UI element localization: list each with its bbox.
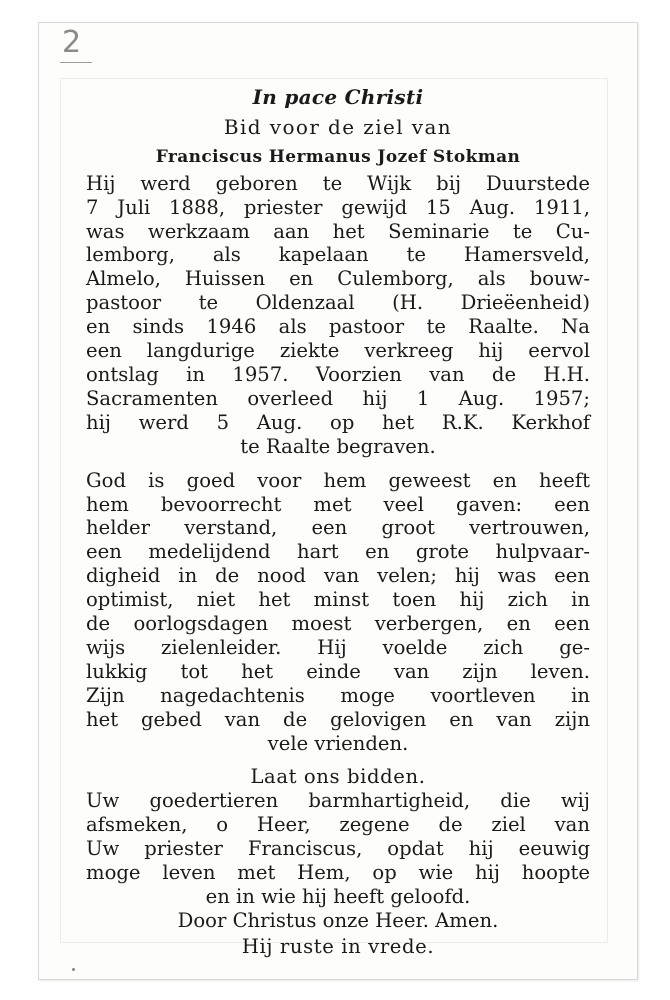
card-text [86, 80, 590, 959]
speck [72, 968, 75, 971]
tribute-line: het gebed van de gelovigen en van zijn [86, 707, 590, 731]
tribute-line: de oorlogsdagen moest verbergen, en een [86, 612, 590, 636]
biography-line: ontslag in 1957. Voorzien van de H.H. [86, 362, 590, 386]
tribute-line: Zijn nagedachtenis moge voortleven in [86, 683, 590, 707]
biography-line: Almelo, Huissen en Culemborg, als bouw- [86, 267, 590, 291]
biography-line: Sacramenten overleed hij 1 Aug. 1957; [86, 386, 590, 410]
deceased-name: Franciscus Hermanus Jozef Stokman [155, 146, 521, 167]
heading: In pace Christi [252, 85, 424, 109]
tribute-line: digheid in de nood van velen; hij was een [86, 564, 590, 588]
prayer-title: Laat ons bidden. [250, 765, 426, 789]
prayer-line: afsmeken, o Heer, zegene de ziel van [86, 813, 590, 837]
tribute-line: helder verstand, een groot vertrouwen, [86, 516, 590, 540]
prayer-line: moge leven met Hem, op wie hij hoopte [86, 861, 590, 885]
biography-line: te Raalte begraven. [240, 434, 436, 458]
biography-line: hij werd 5 Aug. op het R.K. Kerkhof [86, 410, 590, 434]
biography-line: een langdurige ziekte verkreeg hij eervol [86, 339, 590, 363]
tribute-paragraph [86, 469, 590, 756]
closing-line: Hij ruste in vrede. [241, 934, 435, 958]
prayer-close: Door Christus onze Heer. Amen. [177, 908, 499, 932]
biography-paragraph [86, 172, 590, 459]
handwritten-underline [60, 62, 92, 63]
biography-line: 7 Juli 1888, priester gewijd 15 Aug. 1911, [86, 195, 590, 219]
prayer-line: en in wie hij heeft geloofd. [205, 885, 471, 908]
biography-line: pastoor te Oldenzaal (H. Drieëenheid) [86, 291, 590, 315]
prayer-line: Uw goedertieren barmhartigheid, die wij [86, 789, 590, 813]
tribute-line: optimist, niet het minst toen hij zich in [86, 588, 590, 612]
subheading: Bid voor de ziel van [223, 114, 453, 139]
biography-line: lemborg, als kapelaan te Hamersveld, [86, 243, 590, 267]
tribute-line: een medelijdend hart en grote hulpvaar- [86, 540, 590, 564]
prayer-line: Uw priester Franciscus, opdat hij eeuwig [86, 837, 590, 861]
tribute-line: vele vrienden. [267, 731, 409, 755]
biography-line: Hij werd geboren te Wijk bij Duurstede [86, 171, 590, 195]
biography-line: en sinds 1946 als pastoor te Raalte. Na [86, 315, 590, 339]
tribute-line: wijs zielenleider. Hij voelde zich ge- [86, 635, 590, 659]
prayer-paragraph [86, 765, 590, 958]
tribute-line: hem bevoorrecht met veel gaven: een [86, 492, 590, 516]
tribute-line: God is goed voor hem geweest en heeft [86, 468, 590, 492]
tribute-line: lukkig tot het einde van zijn leven. [86, 659, 590, 683]
handwritten-number: 2 [62, 25, 82, 60]
biography-line: was werkzaam aan het Seminarie te Cu- [86, 219, 590, 243]
